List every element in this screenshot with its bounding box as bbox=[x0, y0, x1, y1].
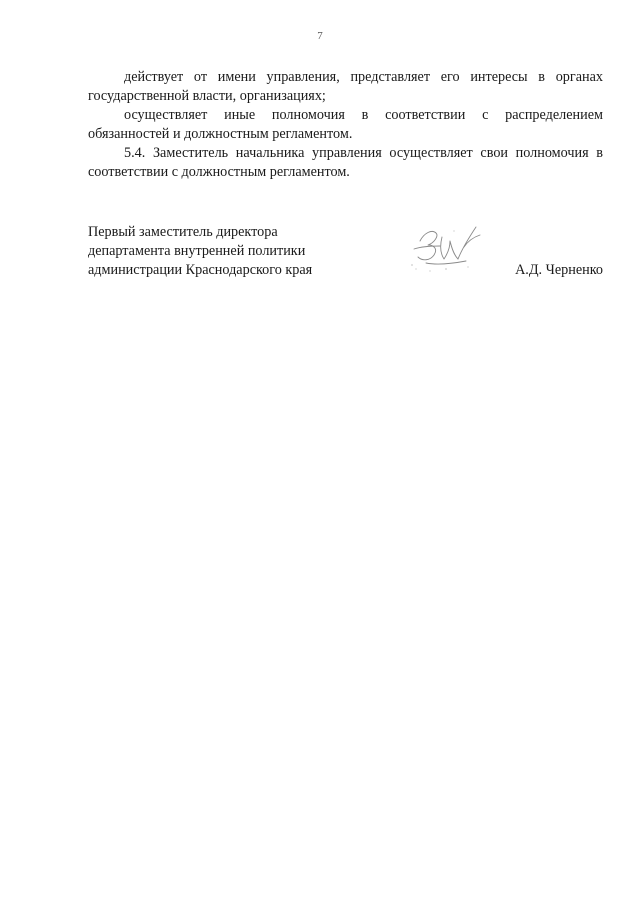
signature-block bbox=[88, 223, 603, 283]
paragraph-represents-interests: действует от имени управления, представляет его интересы в органах государственной власти, организациях; bbox=[88, 69, 603, 104]
signer-name: А.Д. Черненко bbox=[515, 262, 603, 278]
paragraph-deputy-head-powers: 5.4. Заместитель начальника управления осуществляет свои полномочия в соответствии с должностным регламентом. bbox=[88, 145, 603, 180]
signer-title bbox=[88, 223, 312, 280]
signer-title-line: департамента внутренней политики bbox=[88, 243, 306, 259]
body-text bbox=[88, 68, 603, 182]
handwritten-signature-icon bbox=[406, 219, 490, 275]
signer-title-line: Первый заместитель директора bbox=[88, 224, 278, 240]
signer-title-line: администрации Краснодарского края bbox=[88, 262, 313, 278]
paragraph-other-powers: осуществляет иные полномочия в соответствии с распределением обязанностей и должностным регламентом. bbox=[88, 107, 603, 142]
page-number: 7 bbox=[317, 30, 323, 42]
